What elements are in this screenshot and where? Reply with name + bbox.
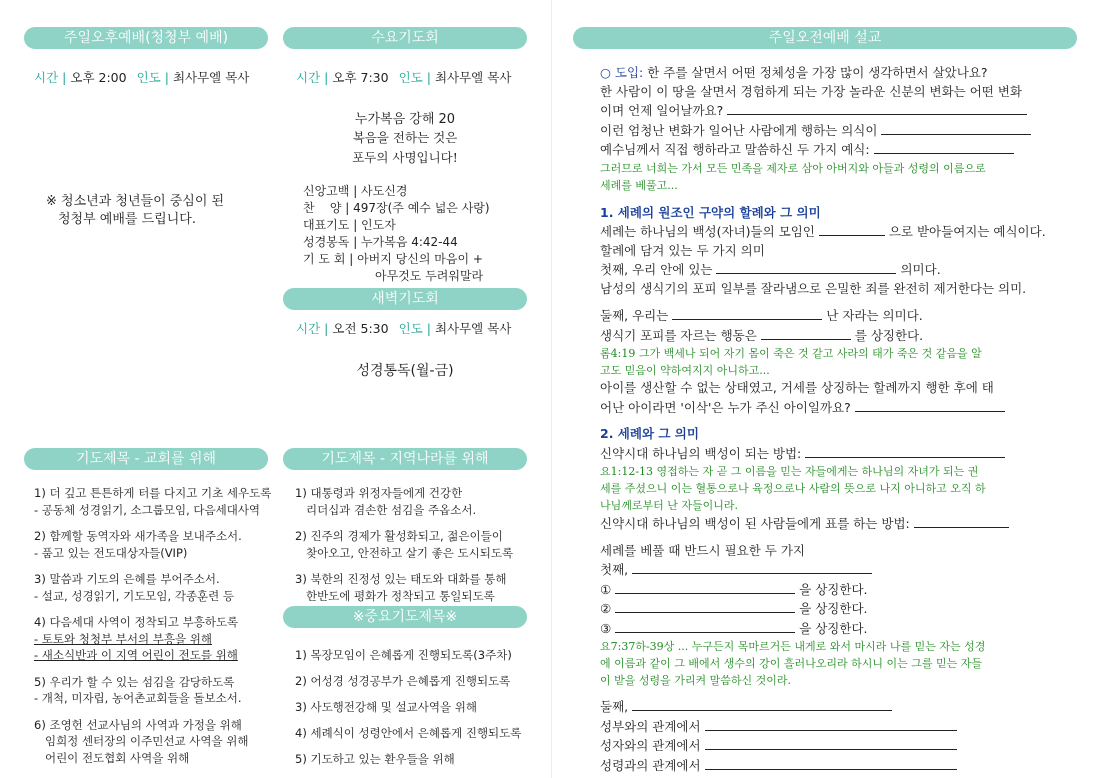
- answer-blank[interactable]: [727, 101, 1027, 115]
- list-item: 2) 함께할 동역자와 새가족을 보내주소서. - 품고 있는 전도대상자들(VIP): [34, 529, 242, 560]
- answer-blank[interactable]: [705, 717, 957, 731]
- text-line: 아이를 생산할 수 없는 상태였고, 거세를 상징하는 할례까지 행한 후에 태: [600, 380, 994, 395]
- order-row: 대표기도 | 인도자: [303, 218, 396, 232]
- wednesday-service-info: 시간 | 오후 7:30 인도 | 최사무엘 목사: [296, 70, 512, 85]
- list-item: 3) 말씀과 기도의 은혜를 부어주소서. - 설교, 성경읽기, 기도모임, 각종훈련 등: [34, 572, 235, 603]
- dawn-program: 성경통독(월-금): [356, 363, 454, 379]
- answer-blank[interactable]: [716, 260, 896, 274]
- text-line: 세례는 하나님의 백성(자녀)들의 모임인: [600, 224, 815, 239]
- time-value: 오후 7:30: [332, 70, 389, 85]
- leader-value: 최사무엘 목사: [434, 70, 512, 85]
- answer-blank[interactable]: [881, 121, 1031, 135]
- note-line: 청청부 예배를 드립니다.: [58, 212, 196, 227]
- text-line: 한 사람이 이 땅을 살면서 경험하게 되는 가장 놀라운 신분의 변화는 어떤 변화: [600, 83, 1023, 99]
- text-line: 첫째, 우리 안에 있는: [600, 262, 713, 277]
- answer-blank[interactable]: [672, 306, 822, 320]
- answer-blank[interactable]: [819, 222, 885, 236]
- prayer-important-title: ※중요기도제목※: [283, 606, 527, 628]
- prayer-important-list: [295, 642, 535, 772]
- text-line: 를 상징한다.: [854, 327, 924, 343]
- order-row: 성경봉독 | 누가복음 4:42-44: [303, 235, 458, 249]
- section-2-title: 2. 세례와 그 의미: [600, 426, 699, 441]
- leader-value: 최사무엘 목사: [434, 321, 512, 336]
- order-row: 찬 양 | 497장(주 예수 넓은 사랑): [303, 201, 490, 215]
- list-item: 3) 사도행전강해 및 설교사역을 위해: [295, 700, 477, 714]
- list-item: 1) 대통령과 위정자들에게 건강한 리더십과 겸손한 섬김을 주옵소서.: [295, 486, 477, 517]
- list-item: 6) 조영헌 선교사님의 사역과 가정을 위해 임희정 센터장의 이주민선교 사역을 위해 어린이 전도협회 사역을 위해: [34, 717, 249, 765]
- text-line: 성자와의 관계에서: [600, 738, 701, 753]
- wednesday-title: 수요기도회: [283, 27, 527, 49]
- leader-value: 최사무엘 목사: [172, 70, 250, 85]
- leader-label: 인도: [398, 321, 423, 336]
- text-line: 어난 아이라면 '이삭'은 누가 주신 아이일까요?: [600, 399, 851, 415]
- text-line: 할례에 담겨 있는 두 가지 의미: [600, 242, 765, 258]
- time-label: 시간: [296, 70, 321, 85]
- text-line: 신약시대 하나님의 백성이 된 사람들에게 표를 하는 방법:: [600, 516, 910, 531]
- text-line: 의미다.: [900, 262, 941, 277]
- answer-blank[interactable]: [761, 326, 851, 340]
- time-value: 오후 2:00: [70, 70, 127, 85]
- answer-blank[interactable]: [805, 444, 1005, 458]
- time-value: 오전 5:30: [332, 321, 389, 336]
- text-line: 성부와의 관계에서: [600, 718, 701, 734]
- list-item: 5) 기도하고 있는 환우들을 위해: [295, 752, 455, 766]
- text-line: 첫째,: [600, 562, 629, 577]
- leader-label: 인도: [398, 70, 423, 85]
- answer-blank[interactable]: [632, 697, 892, 711]
- order-row: 아무것도 두려워말라: [375, 269, 484, 283]
- page-divider: [551, 0, 552, 778]
- dawn-service-info: 시간 | 오전 5:30 인도 | 최사무엘 목사: [296, 321, 512, 336]
- leader-label: 인도: [136, 70, 161, 85]
- list-item: 4) 다음세대 사역이 정착되고 부흥하도록 - 토토와 청청부 부서의 부흥을 위해 - 새소식반과 이 지역 어린이 전도를 위해: [34, 615, 239, 662]
- text-line: 을 상징한다.: [799, 601, 868, 616]
- answer-blank[interactable]: [705, 756, 957, 770]
- prayer-church-title: 기도제목 - 교회를 위해: [24, 448, 268, 470]
- wednesday-order: [303, 183, 490, 285]
- wednesday-passage: 누가복음 강해 20: [354, 112, 456, 127]
- wednesday-theme: [283, 128, 527, 168]
- note-line: ※ 청소년과 청년들이 중심이 된: [46, 194, 225, 209]
- theme-line: 복음을 전하는 것은: [352, 130, 458, 145]
- text-line: 남성의 생식기의 포피 일부를 잘라냄으로 은밀한 죄를 완전히 제거한다는 의미.: [600, 280, 1027, 296]
- intro-question: 한 주를 살면서 어떤 정체성을 가장 많이 생각하면서 살았나요?: [647, 65, 988, 80]
- time-label: 시간: [34, 70, 59, 85]
- dawn-title: 새벽기도회: [283, 288, 527, 310]
- text-line: 으로 받아들여지는 예식이다.: [888, 224, 1046, 239]
- text-line: 을 상징한다.: [799, 581, 868, 597]
- answer-blank[interactable]: [855, 398, 1005, 412]
- list-item: 3) 북한의 진정성 있는 태도와 대화를 통해 한반도에 평화가 정착되고 통일되도록: [295, 572, 507, 603]
- bible-verse: 그러므로 너희는 가서 모든 민족을 제자로 삼아 아버지와 아들과 성령의 이름으로 세례를 베풀고...: [600, 161, 986, 192]
- list-item: 1) 목장모임이 은혜롭게 진행되도록(3주차): [295, 648, 512, 662]
- sunday-pm-note: [46, 193, 224, 229]
- bible-verse: 롬4:19 그가 백세나 되어 자기 몸이 죽은 것 같고 사라의 태가 죽은 것 같음을 알 고도 믿음이 약하여지지 아니하고...: [600, 347, 982, 377]
- mark: ②: [600, 601, 612, 616]
- text-line: 난 자라는 의미다.: [826, 308, 923, 323]
- answer-blank[interactable]: [914, 514, 1009, 528]
- sunday-pm-title: 주일오후예배(청청부 예배): [24, 27, 268, 49]
- text-line: 예수님께서 직접 행하라고 말씀하신 두 가지 예식:: [600, 142, 870, 157]
- sunday-pm-service-info: 시간 | 오후 2:00 인도 | 최사무엘 목사: [34, 70, 250, 85]
- mark: ③: [600, 620, 612, 636]
- answer-blank[interactable]: [615, 580, 795, 594]
- theme-line: 포두의 사명입니다!: [352, 150, 458, 165]
- text-line: 신약시대 하나님의 백성이 되는 방법:: [600, 445, 802, 461]
- prayer-nation-list: [295, 485, 535, 614]
- intro-label: ○ 도입:: [600, 65, 644, 80]
- sermon-body: [600, 64, 1056, 775]
- list-item: 5) 우리가 할 수 있는 섬김을 감당하도록 - 개척, 미자립, 농어촌교회들을 돌보소서.: [34, 674, 242, 705]
- text-line: 생식기 포피를 자르는 행동은: [600, 327, 757, 343]
- text-line: 둘째,: [600, 699, 629, 714]
- section-1-title: 1. 세례의 원조인 구약의 할례와 그 의미: [600, 204, 821, 220]
- answer-blank[interactable]: [874, 140, 1014, 154]
- answer-blank[interactable]: [615, 599, 795, 613]
- list-item: 1) 더 깊고 튼튼하게 터를 다지고 기초 세우도록 - 공동체 성경읽기, 소그룹모임, 다음세대사역: [34, 486, 272, 517]
- mark: ①: [600, 581, 612, 597]
- time-label: 시간: [296, 321, 321, 336]
- answer-blank[interactable]: [632, 560, 872, 574]
- list-item: 4) 세례식이 성령안에서 은혜롭게 진행되도록: [295, 726, 522, 740]
- prayer-church-list: [34, 485, 274, 776]
- list-item: 2) 어성경 성경공부가 은혜롭게 진행되도록: [295, 674, 511, 688]
- order-row: 신앙고백 | 사도신경: [303, 184, 408, 198]
- sermon-title: 주일오전예배 설교: [573, 27, 1077, 49]
- text-line: 을 상징한다.: [799, 620, 868, 636]
- answer-blank[interactable]: [705, 736, 957, 750]
- text-line: 성령과의 관계에서: [600, 757, 701, 773]
- list-item: 2) 진주의 경제가 활성화되고, 젊은이들이 찾아오고, 안전하고 살기 좋은 도시되도록: [295, 529, 514, 560]
- text-line: 이런 엄청난 변화가 일어난 사람에게 행하는 의식이: [600, 122, 878, 138]
- bible-verse: 요7:37하-39상 ... 누구든지 목마르거든 내게로 와서 마시라 나를 믿는 자는 성경 에 이름과 같이 그 배에서 생수의 강이 흘러나오리라 하시니 이는 그를 믿는 자들 이 받을 성령을 가리켜 말씀하신 것이라.: [600, 640, 986, 687]
- text-line: 이며 언제 일어날까요?: [600, 103, 724, 118]
- text-line: 세례를 베풀 때 반드시 필요한 두 가지: [600, 542, 805, 558]
- order-row: 기 도 회 | 아버지 당신의 마음이 +: [303, 252, 483, 266]
- bible-verse: 요1:12-13 영접하는 자 곧 그 이름을 믿는 자들에게는 하나님의 자녀가 되는 권 세를 주셨으니 이는 혈통으로나 육정으로나 사람의 뜻으로 나지 아니하고 오직 하 나님께로부터 난 자들이니라.: [600, 465, 986, 512]
- prayer-nation-title: 기도제목 - 지역나라를 위해: [283, 448, 527, 470]
- answer-blank[interactable]: [615, 619, 795, 633]
- text-line: 둘째, 우리는: [600, 308, 669, 323]
